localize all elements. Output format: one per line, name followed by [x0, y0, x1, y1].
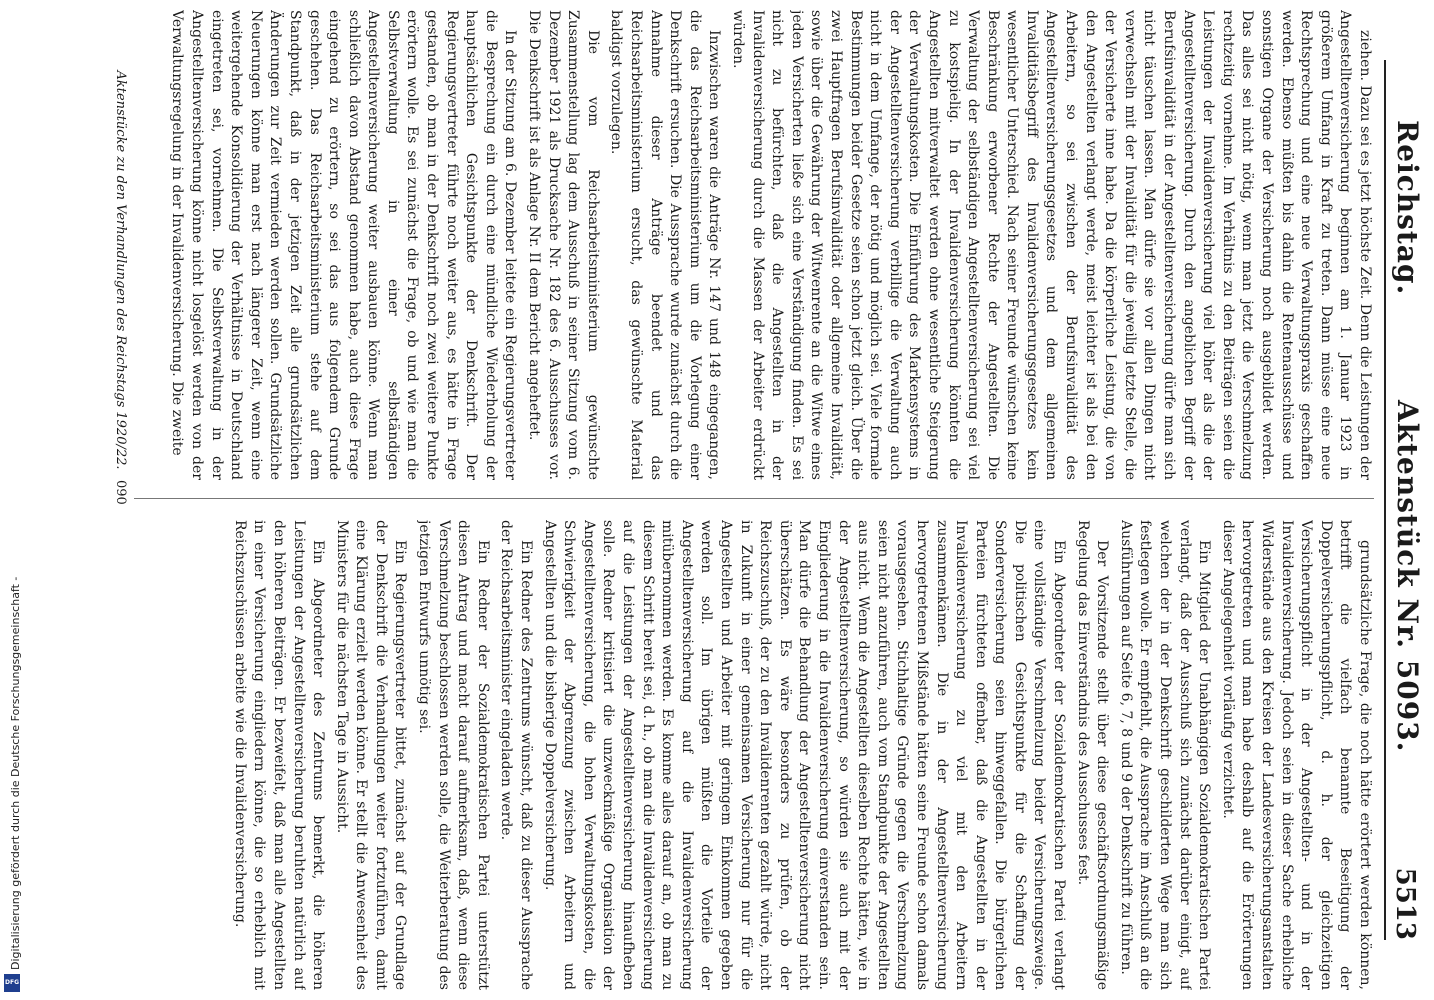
funding-notice: Digitalisierung gefördert durch die Deutsche Forschungsgemeinschaft -	[9, 576, 22, 970]
paragraph: Die vom Reichsarbeitsministerium gewünschte Zusammenstellung lag dem Ausschuß in seiner Sitzung vom 6. Dezember 1921 als Drucksache Nr. 182 des 6. Ausschusses vor. Die Denkschrift ist als Anlage Nr. II dem Bericht angeheftet.	[526, 10, 601, 480]
paragraph: Inzwischen waren die Anträge Nr. 147 und 148 eingegangen, die das Reichsarbeitsministerium um die Vorlegung einer Denkschrift ersuchen. Die Aussprache wurde zunächst durch die Annahme dieser Anträge beendet und das Reichsarbeitsministerium ersucht, das gewünschte Material baldigst vorzulegen.	[608, 10, 723, 480]
column-divider	[134, 498, 1374, 499]
paragraph: Der Vorsitzende stellt über diese geschäftsordnungsmäßige Regelung das Einverständnis des Ausschusses fest.	[1074, 520, 1111, 990]
text-column-left	[144, 10, 1374, 480]
paragraph: grundsätzliche Frage, die noch hätte erörtert werden können, betrifft die vielfach benannte Beseitigung der Doppelversicherungspflicht, d. h. der gleichzeitigen Versicherungspflicht in der Angestellten- und in der Invalidenversicherung. Jedoch seien in dieser Sache erhebliche Widerstände aus den Kreisen der Landesversicherungsanstalten hervorgetreten und man habe deshalb auf die Erörterungen dieser Angelegenheit vorläufig verzichtet.	[1219, 520, 1373, 990]
paragraph: ziehen. Dazu sei es jetzt höchste Zeit. Denn die Leistungen der Angestelltenversicherung beginnen am 1. Januar 1923 in größerem Umfang in Kraft zu treten. Dann müsse eine neue Rechtsprechung und eine neue Verwaltungspraxis geschaffen werden. Ebenso müßten bis dahin die Rentenausschüsse und sonstigen Organe der Versicherung noch ausgebildet werden. Das alles sei nicht nötig, wenn man jetzt die Verschmelzung rechtzeitig vornehme. Im Verhältnis zu den Beiträgen seien die Leistungen der Invalidenversicherung viel höher als die der Angestelltenversicherung. Durch den angeblichen Begriff der Berufsinvalidität in der Angestelltenversicherung dürfe man sich nicht täuschen lassen. Man dürfe sie vor allen Dingen nicht verwechseln mit der Invalidität für die jeweilig letzte Stelle, die der Versicherte inne habe. Da die körperliche Leistung, die von den Angestellten verlangt werde, meist leichter ist als bei den Arbeitern, so sei zwischen der Berufsinvalidität des Angestelltenversicherungsgesetzes und dem allgemeinen Invaliditätsbegriff des Invalidenversicherungsgesetzes kein wesentlicher Unterschied. Nach seiner Freunde wünschen keine Beschränkung erworbener Rechte der Angestellten. Die Verwaltung der selbständigen Angestelltenversicherung sei viel zu kostspielig. In der Invalidenversicherung könnten die Angestellten mitverwaltet werden ohne wesentliche Steigerung der Verwaltungskosten. Die Einführung des Markensystems in der Angestelltenversicherung verbillige die Verwaltung auch nicht in dem Umfange, der nötig und möglich sei. Viele formale Bestimmungen beider Gesetze seien schon jetzt gleich. Über die zwei Hauptfragen Berufsinvalidität oder allgemeine Invalidität, sowie über die Gewährung der Witwenrente an die Witwe eines jeden Versicherten ließe sich eine Verständigung finden. Es sei nicht zu befürchten, daß die Angestellten in der Invalidenversicherung durch die Massen der Arbeiter erdrückt würden.	[730, 10, 1373, 480]
paragraph: Ein Redner des Zentrums wünscht, daß zu dieser Aussprache der Reichsarbeitsminister eingeladen werde.	[498, 520, 535, 990]
paragraph: In der Sitzung am 6. Dezember leitete ein Regierungsvertreter die Besprechung ein durch eine mündliche Wiederholung der hauptsächlichen Gesichtspunkte der Denkschrift. Der Regierungsvertreter führte noch weiter aus, es hätte in Frage gestanden, ob man in der Denkschrift noch zwei weitere Punkte erörtern wolle. Es sei zunächst die Frage, ob und wie man die Selbstverwaltung in einer selbständigen Angestelltenversicherung weiter ausbauen könne. Wenn man schließlich davon Abstand genommen habe, auch diese Frage eingehend zu erörtern, so sei das aus folgendem Grunde geschehen. Das Reichsarbeitsministerium stehe auf dem Standpunkt, daß in der jetzigen Zeit alle grundsätzlichen Änderungen zur Zeit vermieden werden sollen. Grundsätzliche Neuerungen könne man erst nach längerer Zeit, wenn eine weitergehende Konsolidierung der Verhältnisse in Deutschland eingetreten sei, vornehmen. Die Selbstverwaltung in der Angestelltenversicherung könne nicht losgelöst werden von der Verwaltungsregelung in der Invalidenversicherung. Die zweite	[169, 10, 519, 480]
paragraph: Ein Abgeordneter der Sozialdemokratischen Partei verlangt eine vollständige Verschmelzung beider Versicherungszweige. Die politischen Gesichtspunkte für die Schaffung der Sonderversicherung seien hinweggefallen. Die bürgerlichen Parteien fürchteten offenbar, daß die Angestellten in der Invalidenversicherung zu viel mit den Arbeitern zusammenkämen. Die in der Angestelltenversicherung hervorgetretenen Mißstände hätten seine Freunde schon damals vorausgesehen. Stichhaltige Gründe gegen die Verschmelzung seien nicht anzuführen, auch vom Standpunkte der Angestellten aus nicht. Wenn die Angestellten dieselben Rechte hätten, wie in der Angestelltenversicherung, so würden sie auch mit der Eingliederung in die Invalidenversicherung einverstanden sein. Man dürfe die Behandlung der Angestelltenversicherung nicht überschätzen. Es wäre besonders zu prüfen, ob der Reichszuschuß, der zu den Invalidenrenten gezahlt würde, nicht in Zukunft in einer gemeinsamen Versicherung nur für die Angestellten und Arbeiter mit geringem Einkommen gegeben werden soll. Im übrigen müßten die Vorteile der Angestelltenversicherung auf die Invalidenversicherung mitübernommen werden. Es komme alles darauf an, ob man zu diesem Schritt bereit sei, d. h., ob man die Invalidenversicherung auf die Leistungen der Angestelltenversicherung hinaufheben solle. Redner kritisiert die unzweckmäßige Organisation der Angestelltenversicherung, die hohen Verwaltungskosten, die Schwierigkeit der Abgrenzung zwischen Arbeitern und Angestellten und die bisherige Doppelversicherung.	[541, 520, 1068, 990]
funding-strip	[0, 0, 24, 1000]
header-section: Reichstag.	[1391, 120, 1424, 296]
paragraph: Ein Redner der Sozialdemokratischen Partei unterstützt diesen Antrag und macht darauf aufmerksam, daß, wenn diese Verschmelzung beschlossen werden solle, die Weiterberatung des jetzigen Entwurfs unnötig sei.	[416, 520, 491, 990]
footer-note: Aktenstücke zu den Verhandlungen des Reichstags 1920/22.	[113, 70, 128, 470]
page-number: 5513	[1390, 867, 1420, 940]
paragraph: Ein Abgeordneter des Zentrums bemerkt, die höheren Leistungen der Angestelltenversicherung beruhten natürlich auf den höheren Beiträgen. Er bezweifelt, daß man alle Angestellten in einer Versicherung eingliedern könne, die so erheblich mit Reichszuschüssen arbeite wie die Invalidenversicherung.	[231, 520, 327, 990]
header-title: Aktenstück Nr. 5093.	[1391, 400, 1424, 753]
page-header	[1384, 60, 1426, 940]
paragraph: Ein Regierungsvertreter bittet, zunächst auf der Grundlage der Denkschrift die Verhandlungen weiter fortzuführen, damit eine Klärung erzielt werden könne. Er stellt die Anwesenheit des Ministers für die nächsten Tage in Aussicht.	[333, 520, 409, 990]
rotated-document-page	[24, 0, 1434, 1000]
dfg-logo: DFG	[4, 974, 20, 992]
paragraph: Ein Mitglied der Unabhängigen Sozialdemokratischen Partei verlangt, daß der Ausschuß sich zunächst darüber einigt, auf welchen der in der Denkschrift geschilderten Wege man sich festlegen wolle. Er empfiehlt, die Aussprache im Anschluß an die Ausführungen auf Seite 6, 7, 8 und 9 der Denkschrift zu führen.	[1117, 520, 1213, 990]
text-column-right	[144, 520, 1374, 990]
footer-page-code: 090	[113, 480, 128, 505]
